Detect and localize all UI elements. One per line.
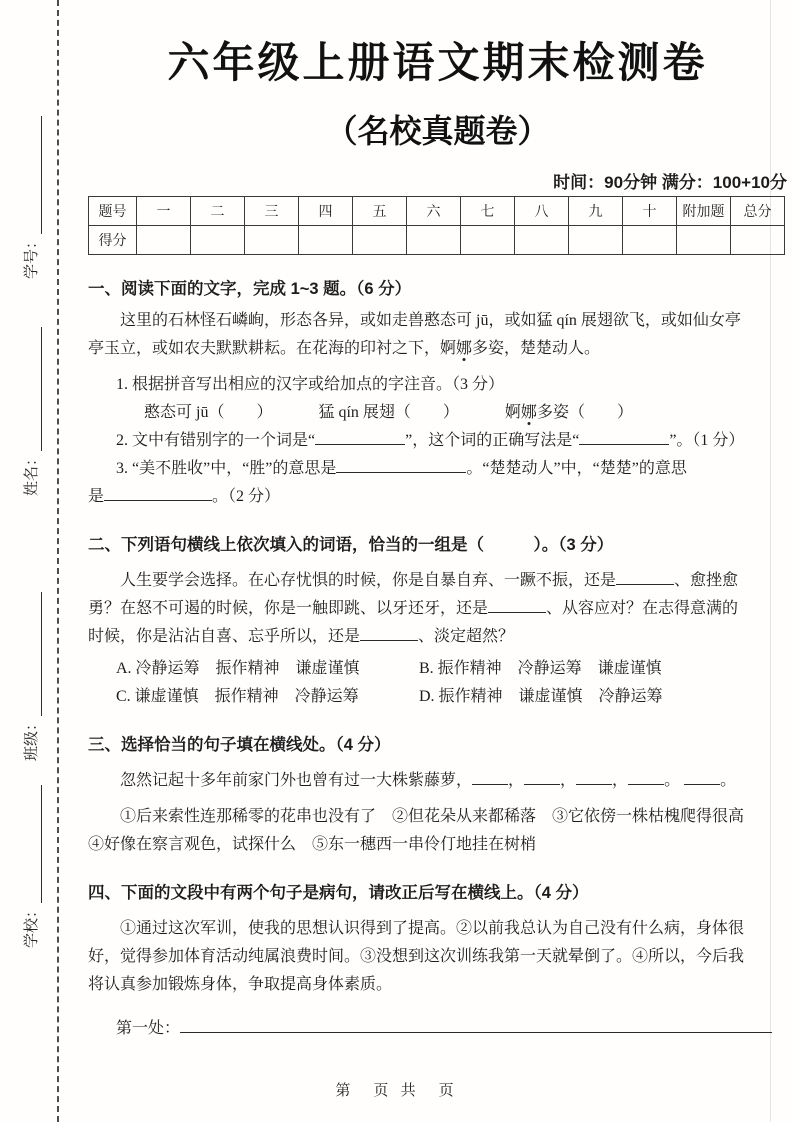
header-cell: 三 [245, 197, 299, 226]
header-cell: 一 [137, 197, 191, 226]
section-1-passage-line1: 这里的石林怪石嶙峋，形态各异，或如走兽憨态可 jū，或如猛 qín 展翅欲飞，或如仙女亭 [120, 312, 741, 329]
header-cell: 九 [569, 197, 623, 226]
question-3-line1: 3. “美不胜收”中，“胜”的意思是 。“楚楚动人”中，“楚楚”的意思 [88, 455, 787, 483]
score-cell[interactable] [245, 226, 299, 255]
student-info-rail [11, 34, 49, 1014]
score-cell[interactable] [137, 226, 191, 255]
answer-blank[interactable] [180, 1017, 772, 1033]
header-cell: 总分 [731, 197, 785, 226]
q1-item-b[interactable]: 猛 qín 展翅（ ） [318, 404, 459, 421]
answer-blank[interactable] [336, 457, 466, 473]
section-4-line1: ①通过这次军训，使我的思想认识得到了提高。②以前我总认为自己没有什么病，身体很 [120, 920, 745, 937]
section-1-heading: 一、阅读下面的文字，完成 1~3 题。（6 分） [88, 280, 412, 298]
option-b[interactable]: B. 振作精神 冷静运筹 谦虚谨慎 [419, 660, 662, 677]
option-c[interactable]: C. 谦虚谨慎 振作精神 冷静运筹 [116, 688, 359, 705]
page-footer: 第 页 共 页 [335, 1082, 458, 1099]
answer-blank[interactable] [472, 769, 508, 785]
main-content [88, 0, 787, 1043]
answer-blank[interactable] [579, 429, 669, 445]
first-correction-label: 第一处： [116, 1020, 181, 1037]
score-table-header-row [89, 197, 785, 226]
student-id-label: 学号： [23, 233, 40, 279]
class-label: 班级： [23, 715, 40, 761]
score-table-score-row [89, 226, 785, 255]
question-1: 1. 根据拼音写出相应的汉字或给加点的字注音。（3 分） [116, 376, 505, 393]
dotted-char: 娜 [456, 340, 473, 357]
page-subtitle: （名校真题卷） [325, 113, 550, 149]
section-3-choices-line1: ①后来索性连那稀零的花串也没有了 ②但花朵从来都稀落 ③它依傍一株枯槐爬得很高 [120, 808, 745, 825]
first-correction-row [88, 1015, 787, 1043]
header-cell: 附加题 [677, 197, 731, 226]
time-score-meta: 时间：90分钟 满分：100+10分 [553, 173, 787, 192]
score-cell[interactable] [191, 226, 245, 255]
answer-blank[interactable] [360, 625, 418, 641]
dotted-char: 娜 [520, 404, 537, 421]
option-a[interactable]: A. 冷静运筹 振作精神 谦虚谨慎 [116, 660, 360, 677]
answer-blank[interactable] [524, 769, 560, 785]
name-label: 姓名： [23, 450, 40, 496]
option-d[interactable]: D. 振作精神 谦虚谨慎 冷静运筹 [419, 688, 663, 705]
header-cell: 题号 [89, 197, 137, 226]
section-4-line2: 好，觉得参加体育活动纯属浪费时间。③没想到这次训练我第一天就晕倒了。④所以，今后我 [88, 948, 745, 965]
score-row-label: 得分 [89, 226, 137, 255]
score-table [88, 196, 785, 255]
school-blank[interactable] [40, 785, 42, 903]
score-cell[interactable] [407, 226, 461, 255]
score-cell[interactable] [515, 226, 569, 255]
question-1-items [88, 399, 787, 427]
section-1-passage-line2: 亭玉立，或如农夫默默耕耘。在花海的印衬之下，婀娜多姿，楚楚动人。 [88, 340, 601, 357]
header-cell: 二 [191, 197, 245, 226]
answer-blank[interactable] [628, 769, 664, 785]
header-cell: 四 [299, 197, 353, 226]
binding-dashed-line [57, 0, 59, 1122]
header-cell: 十 [623, 197, 677, 226]
section-3-intro: 忽然记起十多年前家门外也曾有过一大株紫藤萝， ， ， ， 。 。 [88, 767, 787, 795]
score-cell[interactable] [677, 226, 731, 255]
options-row-1 [88, 655, 787, 683]
score-cell[interactable] [299, 226, 353, 255]
name-blank[interactable] [40, 327, 42, 451]
header-cell: 七 [461, 197, 515, 226]
score-cell[interactable] [731, 226, 785, 255]
answer-blank[interactable] [576, 769, 612, 785]
score-cell[interactable] [569, 226, 623, 255]
question-2: 2. 文中有错别字的一个词是“ ”，这个词的正确写法是“ ”。（1 分） [88, 427, 787, 455]
header-cell: 五 [353, 197, 407, 226]
section-2-line3: 时候，你是沾沾自喜、忘乎所以，还是 、淡定超然？ [88, 623, 787, 651]
answer-blank[interactable] [104, 485, 212, 501]
q1-item-a[interactable]: 憨态可 jū（ ） [144, 404, 273, 421]
score-cell[interactable] [461, 226, 515, 255]
answer-blank[interactable] [684, 769, 720, 785]
section-3-heading: 三、选择恰当的句子填在横线处。（4 分） [88, 736, 391, 754]
page-title: 六年级上册语文期末检测卷 [167, 39, 708, 86]
section-2-heading: 二、下列语句横线上依次填入的词语，恰当的一组是（ ）。（3 分） [88, 536, 614, 554]
answer-blank[interactable] [616, 569, 674, 585]
q1-item-c[interactable]: 婀娜多姿（ ） [504, 404, 633, 421]
class-blank[interactable] [40, 592, 42, 716]
answer-blank[interactable] [315, 429, 405, 445]
score-cell[interactable] [353, 226, 407, 255]
section-2-line1: 人生要学会选择。在心存忧惧的时候，你是自暴自弃、一蹶不振，还是 、愈挫愈 [88, 567, 787, 595]
options-row-2 [88, 683, 787, 711]
section-2-line2: 勇？在怒不可遏的时候，你是一触即跳、以牙还牙，还是 、从容应对？在志得意满的 [88, 595, 787, 623]
school-label: 学校： [23, 902, 40, 948]
header-cell: 八 [515, 197, 569, 226]
question-3-line2: 是 。（2 分） [88, 483, 787, 511]
section-4-line3: 将认真参加锻炼身体，争取提高身体素质。 [88, 976, 393, 993]
score-cell[interactable] [623, 226, 677, 255]
answer-blank[interactable] [488, 597, 546, 613]
section-4-heading: 四、下面的文段中有两个句子是病句，请改正后写在横线上。（4 分） [88, 884, 589, 902]
student-id-blank[interactable] [40, 116, 42, 234]
header-cell: 六 [407, 197, 461, 226]
section-3-choices-line2: ④好像在察言观色，试探什么 ⑤东一穗西一串伶仃地挂在树梢 [88, 836, 537, 853]
